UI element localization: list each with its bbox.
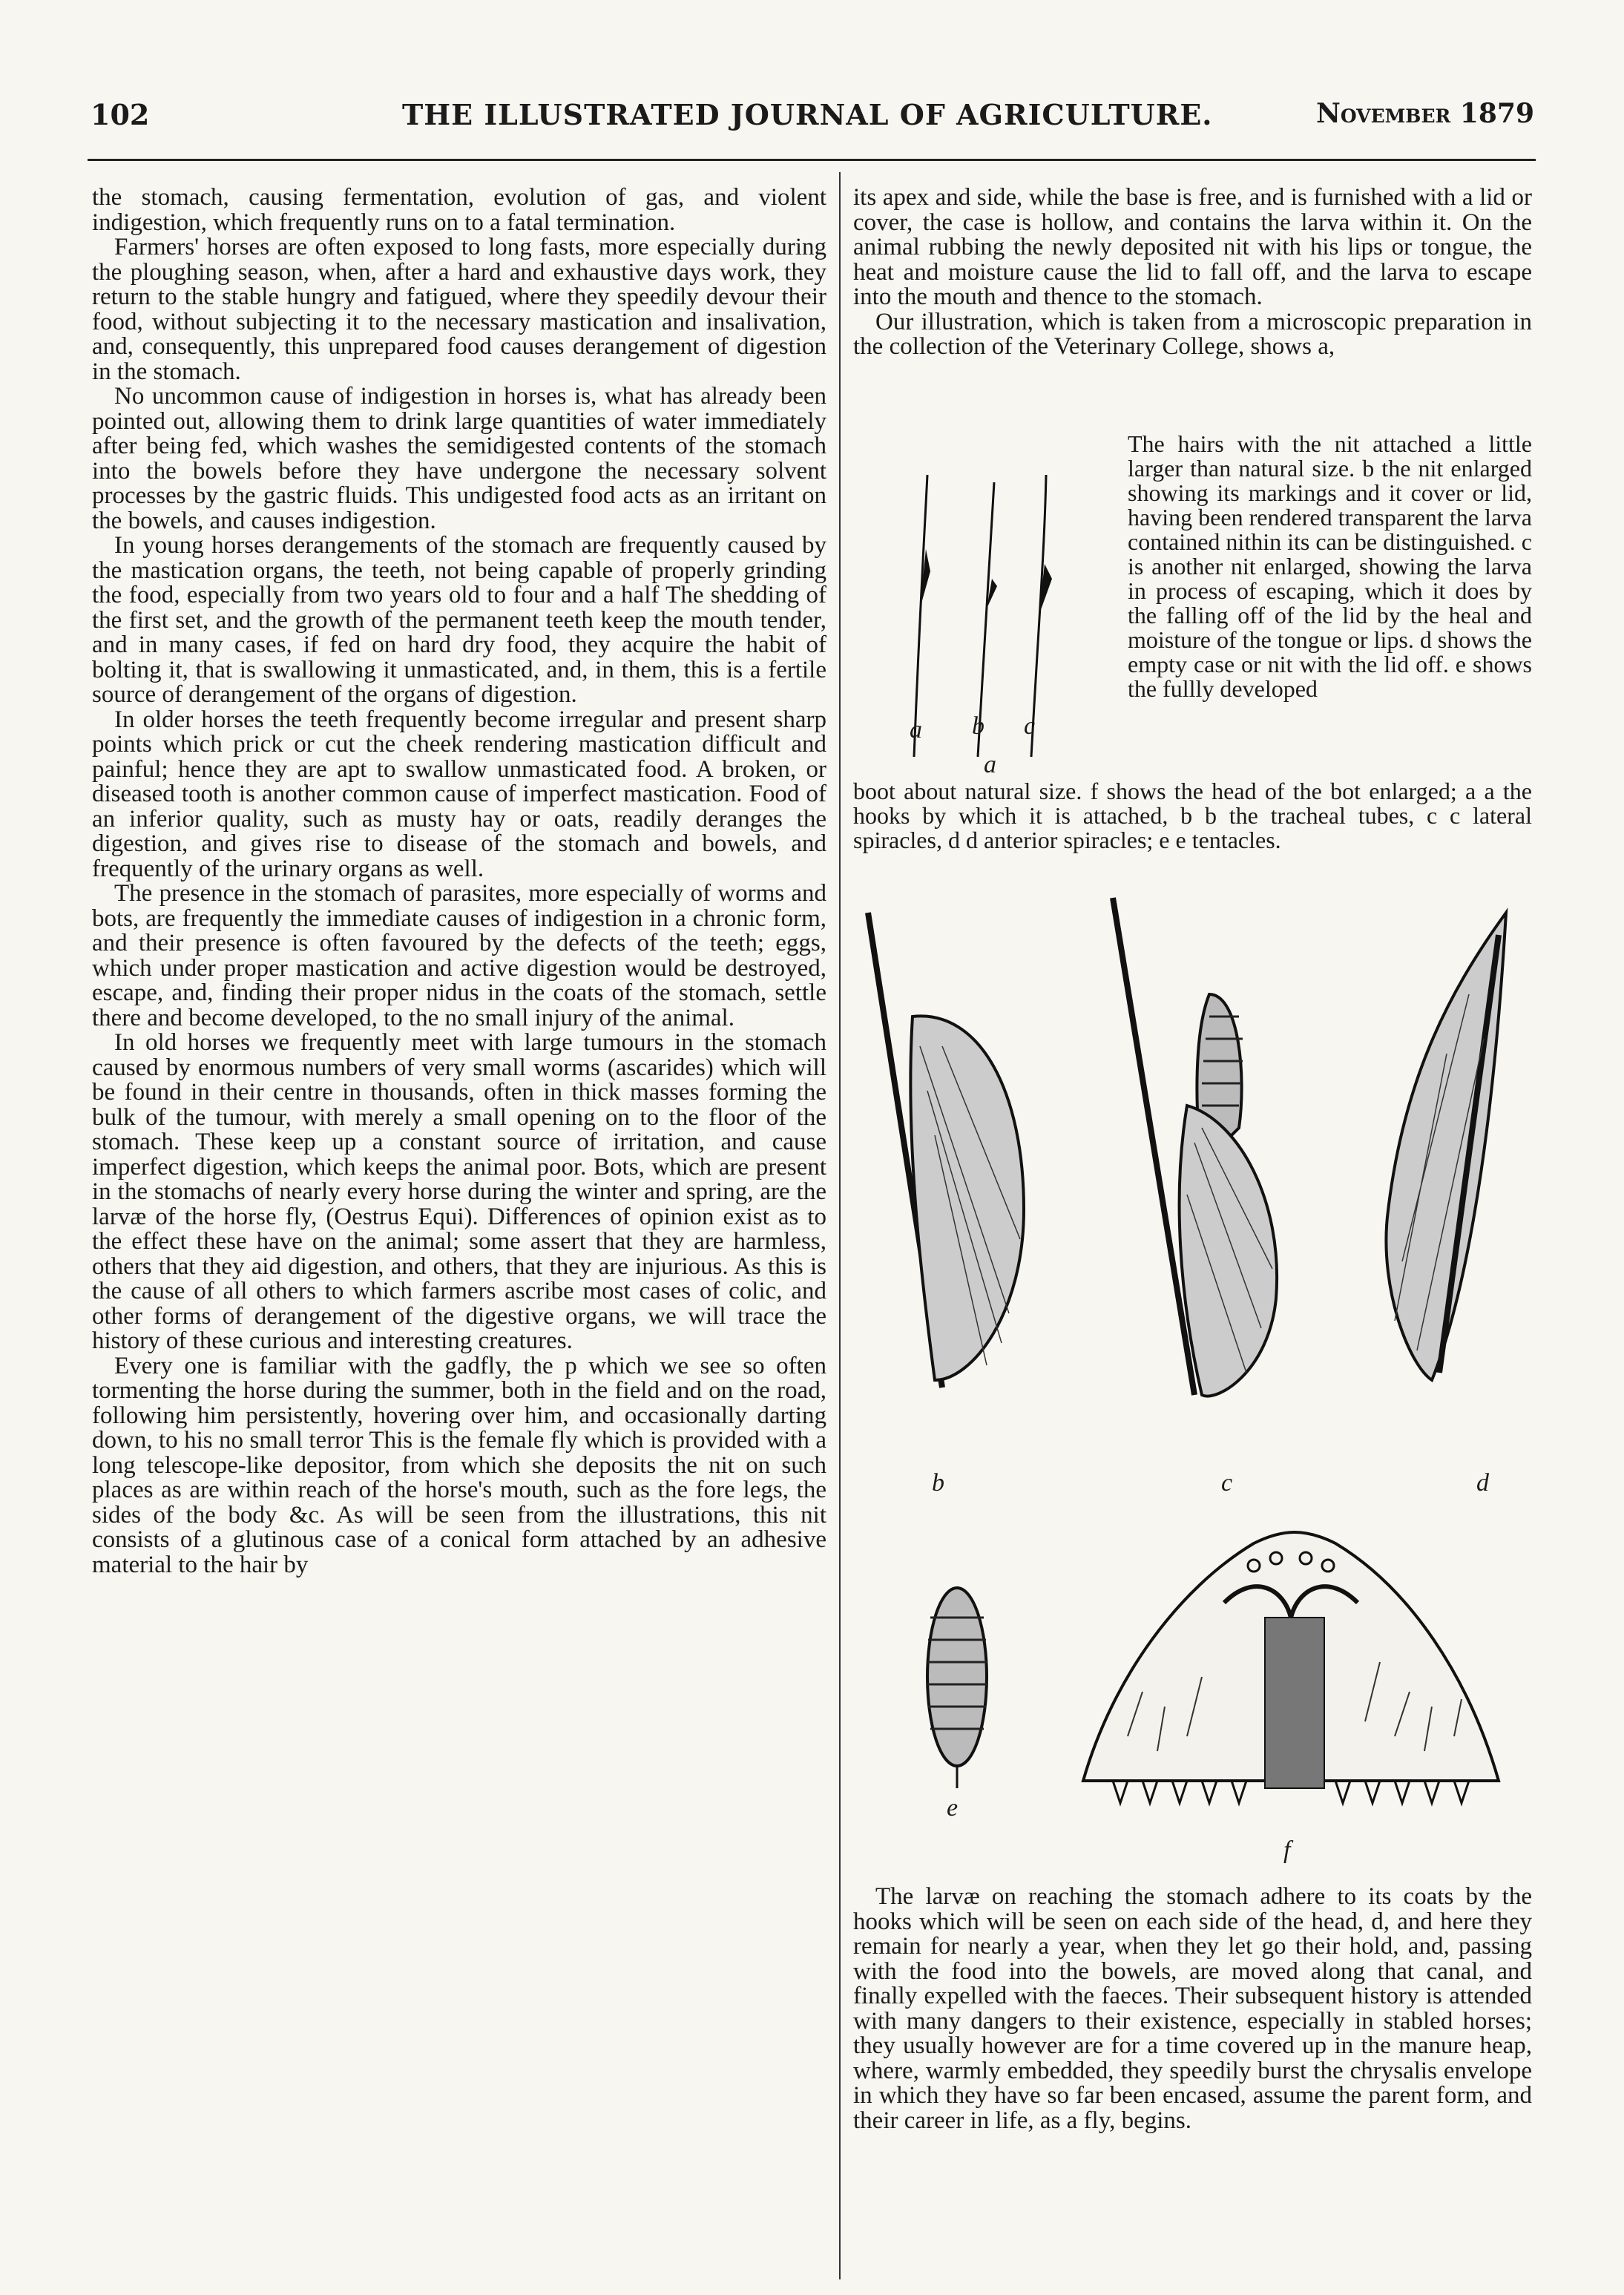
figure-label: e (947, 1794, 959, 1822)
journal-title: THE ILLUSTRATED JOURNAL OF AGRICULTURE. (402, 98, 1213, 131)
paragraph: No uncommon cause of indigestion in horses is, what has already been pointed out, allowing them to drink large quantities of water immediately after being fed, which washes the semidigested contents of the stomach into the bowels before they have undergone the necessary solvent processes by the gastric fluids. This undigested food acts as an irritant on the bowels, and causes indigestion. (92, 383, 826, 534)
figure-bot-head-f (1068, 1514, 1513, 1825)
paragraph: In old horses we frequently meet with large tumours in the stomach caused by enormous numbers of very small worms (ascarides) which will be found in their centre in thousands, often in thick masses forming the bulk of the tumour, with merely a small opening on to the floor of the stomach. These keep up a constant source of irritation, and cause imperfect digestion, which keeps the animal poor. Bots, which are present in the stomachs of nearly every horse during the winter and spring, are the larvæ of the horse fly, (Oestrus Equi). Differences of opinion exist as to the effect these have on the animal; some assert that they are harmless, others that they aid digestion, and others, that they are injurious. As this is the cause of all others to which farmers ascribe most cases of colic, and other forms of derangement of the digestive organs, we will trace the history of these curious and interesting creatures. (92, 1029, 826, 1354)
paragraph: Farmers' horses are often exposed to long fasts, more especially during the ploughing season, when, after a hard and exhaustive days work, they return to the stable hungry and fatigued, where they speedily devour their food, without subjecting it to the necessary mastication and insalivation, and, consequently, this unprepared food causes derangement of digestion in the stomach. (92, 234, 826, 385)
column-divider (839, 172, 841, 2279)
figure-caption: boot about natural size. f shows the head of the bot enlarged; a a the hooks by which it is attached, b b the tracheal tubes, c c lateral spiracles, d d anterior spiracles; e e tentacles. (853, 778, 1532, 853)
right-column-bottom (853, 1885, 1532, 2133)
figure-label: b (932, 1469, 944, 1497)
figure-nit-c (1091, 883, 1328, 1432)
issue-date: November 1879 (1315, 98, 1534, 129)
figure-caption-side: The hairs with the nit attached a little larger than natural size. b the nit enlarged showing its markings and it cover or lid, having been rendered transparent the larva contained nithin its can be distinguished. c is another nit enlarged, showing the larva in process of escaping, which it does by the falling off of the lid by the heal and moisture of the tongue or lips. d shows the empty case or nit with the lid off. e shows the fullly developed (1128, 430, 1532, 702)
figure-bot-e (920, 1573, 994, 1796)
figure-label: d (1476, 1469, 1489, 1497)
figure-label: c (1024, 712, 1036, 740)
paragraph: Every one is familiar with the gadfly, the p which we see so often tormenting the horse during the summer, both in the field and on the road, following him persistently, hovering over him, and occasionally darting down, to his no small terror This is the female fly which is provided with a long telescope-like depositor, from which she deposits the nit on such places as are within reach of the horse's mouth, such as the fore legs, the sides of the body &c. As will be seen from the illustrations, this nit consists of a glutinous case of a conical form attached by an adhesive material to the hair by (92, 1352, 826, 1578)
figure-label: a (910, 716, 922, 743)
paragraph: the stomach, causing fermentation, evolution of gas, and violent indigestion, which frequently runs on to a fatal termination. (92, 184, 826, 236)
paragraph: The presence in the stomach of parasites, more especially of worms and bots, are frequently the immediate causes of indigestion in a chronic form, and their presence is often favoured by the defects of the teeth; eggs, which under proper mastication and active digestion would be destroyed, escape, and, finding their proper nidus in the coats of the stomach, settle there and become developed, to the no small injury of the animal. (92, 880, 826, 1031)
figure-label: f (1283, 1836, 1291, 1864)
paragraph: its apex and side, while the base is free, and is furnished with a lid or cover, the case is hollow, and contains the larva within it. On the animal rubbing the newly deposited nit with his lips or tongue, the heat and moisture cause the lid to fall off, and the larva to escape into the mouth and thence to the stomach. (853, 184, 1532, 310)
figure-hairs-with-nits (898, 460, 1091, 772)
paragraph: The larvæ on reaching the stomach adhere to its coats by the hooks which will be seen on each side of the head, d, and here they remain for nearly a year, when they let go their hold, and, passing with the food into the bowels, are moved along that canal, and finally expelled with the faeces. Their subsequent history is attended with many dangers to their existence, especially in stabled horses; they usually however are for a time covered up in the manure heap, where, warmly embedded, they speedily burst the chrysalis envelope in which they have so far been encased, assume the parent form, and their career in life, as a fly, begins. (853, 1883, 1532, 2134)
left-column (92, 185, 826, 1577)
header-rule (88, 159, 1536, 161)
paragraph: In older horses the teeth frequently become irregular and present sharp points which prick or cut the cheek rendering mastication difficult and painful; hence they are apt to swallow unmasticated food. A broken, or diseased tooth is another common cause of imperfect mastication. Food of an inferior quality, such as musty hay or oats, readily deranges the digestion, and gives rise to disease of the stomach and bowels, and frequently of the urinary organs as well. (92, 706, 826, 882)
paragraph: In young horses derangements of the stomach are frequently caused by the mastication organs, the teeth, not being capable of properly grinding the food, especially from two years old to four and a half The shedding of the first set, and the growth of the permanent teeth keep the mouth tender, and in many cases, if fed on hard dry food, they acquire the habit of bolting it, that is swallowing it unmasticated, and, in them, this is a fertile source of derangement of the organs of digestion. (92, 532, 826, 708)
page-number: 102 (91, 98, 150, 131)
right-column-top (853, 185, 1532, 360)
figure-label: c (1221, 1469, 1233, 1497)
figure-label: a (984, 751, 996, 778)
figure-nit-b (853, 898, 1076, 1432)
page-header (91, 98, 1534, 142)
paragraph: Our illustration, which is taken from a microscopic preparation in the collection of the Veterinary College, shows a, (853, 308, 1532, 360)
figure-label: b (972, 712, 984, 740)
figure-nit-d (1358, 905, 1528, 1395)
